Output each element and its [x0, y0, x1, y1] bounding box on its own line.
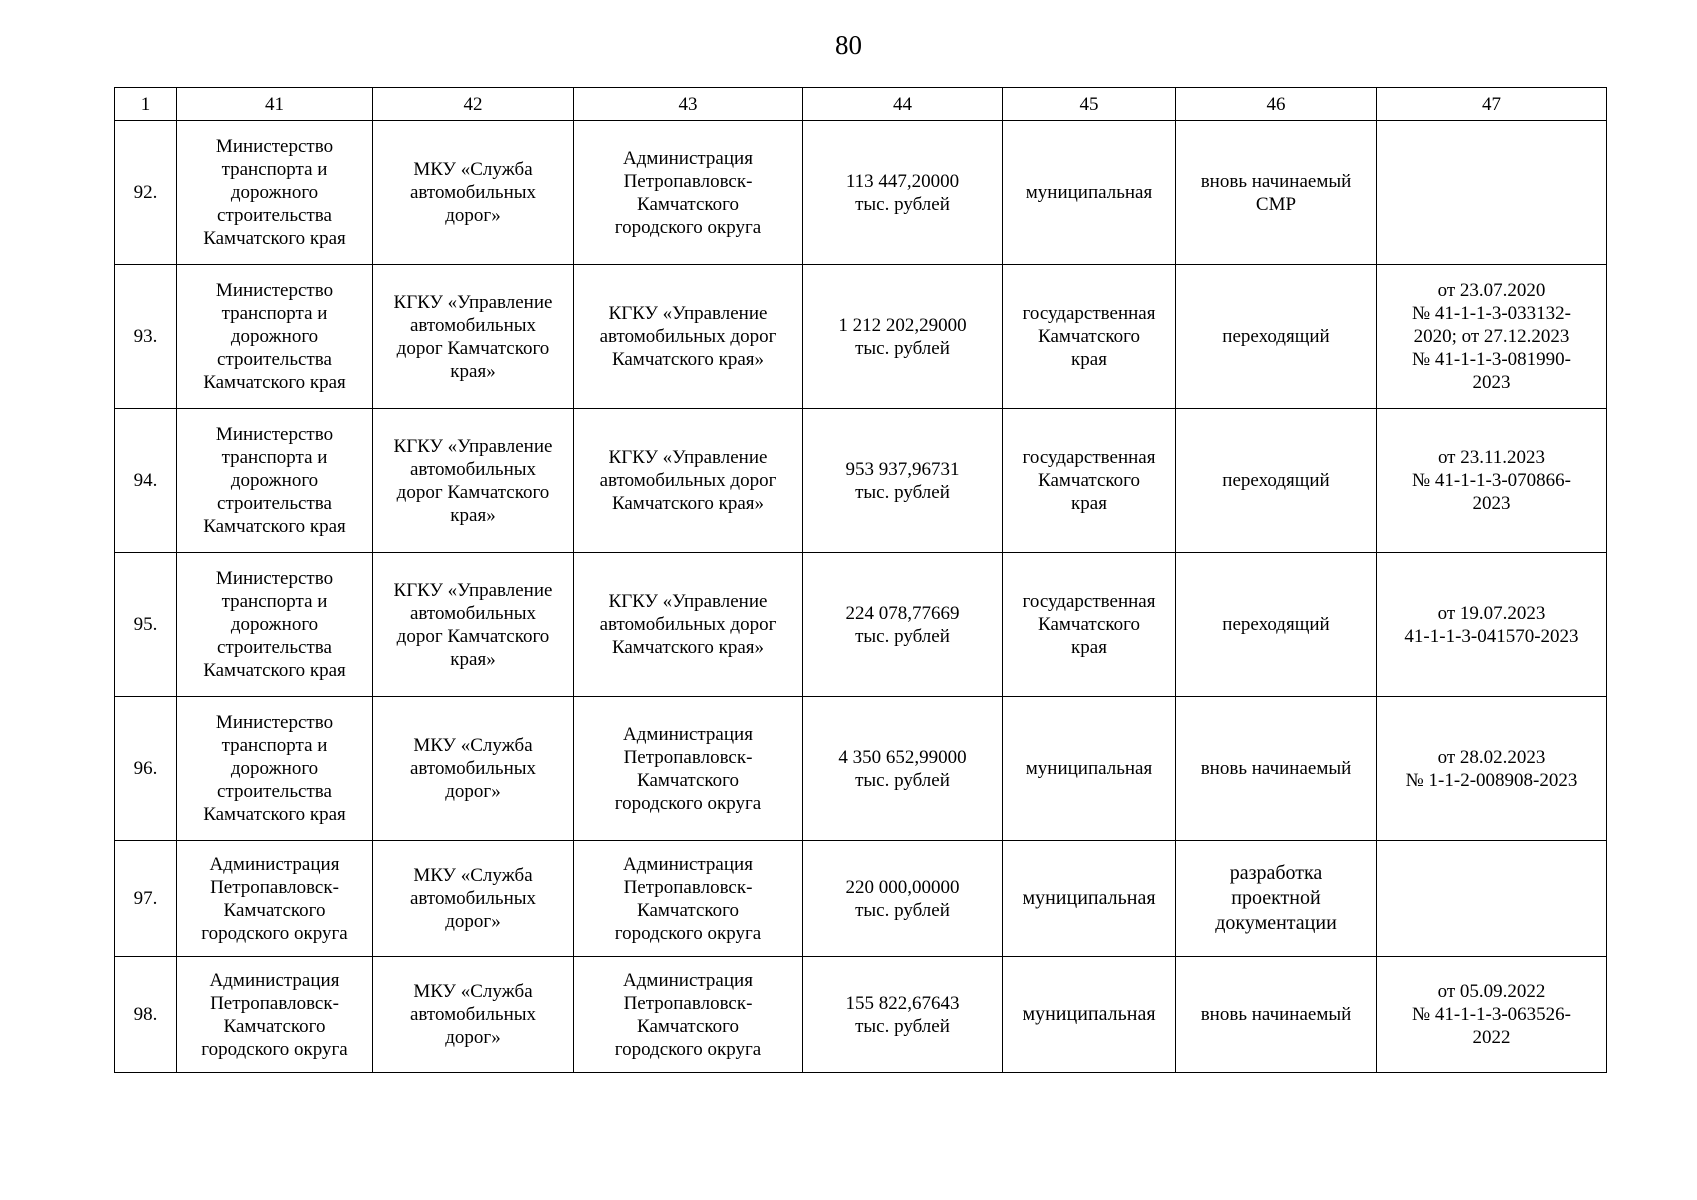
developer-cell: Администрация Петропавловск- Камчатского городского округа — [574, 841, 803, 957]
registry-table — [114, 87, 1607, 1073]
header-cell-42: 42 — [373, 88, 574, 121]
customer-cell: КГКУ «Управление автомобильных дорог Камчатского края» — [373, 409, 574, 553]
table-row — [115, 697, 1607, 841]
row-number: 92. — [115, 121, 177, 265]
developer-cell: Администрация Петропавловск- Камчатского городского округа — [574, 957, 803, 1073]
ownership-cell: государственная Камчатского края — [1003, 265, 1176, 409]
row-number: 93. — [115, 265, 177, 409]
header-cell-44: 44 — [803, 88, 1003, 121]
stage-cell: разработка проектной документации — [1176, 841, 1377, 957]
ownership-cell: государственная Камчатского края — [1003, 409, 1176, 553]
table-row — [115, 553, 1607, 697]
table-row — [115, 121, 1607, 265]
ministry-cell: Министерство транспорта и дорожного строительства Камчатского края — [177, 553, 373, 697]
page-number: 80 — [835, 30, 862, 60]
ownership-cell: муниципальная — [1003, 957, 1176, 1073]
developer-cell: Администрация Петропавловск- Камчатского городского округа — [574, 121, 803, 265]
table-row — [115, 957, 1607, 1073]
header-cell-1: 1 — [115, 88, 177, 121]
expertise-cell: от 23.07.2020 № 41-1-1-3-033132- 2020; от 27.12.2023 № 41-1-1-3-081990- 2023 — [1377, 265, 1607, 409]
ministry-cell: Администрация Петропавловск- Камчатского городского округа — [177, 841, 373, 957]
stage-cell: вновь начинаемый — [1176, 697, 1377, 841]
expertise-cell — [1377, 121, 1607, 265]
stage-cell: вновь начинаемый — [1176, 957, 1377, 1073]
customer-cell: КГКУ «Управление автомобильных дорог Камчатского края» — [373, 553, 574, 697]
cost-cell: 113 447,20000 тыс. рублей — [803, 121, 1003, 265]
developer-cell: КГКУ «Управление автомобильных дорог Камчатского края» — [574, 409, 803, 553]
table-row — [115, 265, 1607, 409]
ministry-cell: Министерство транспорта и дорожного строительства Камчатского края — [177, 409, 373, 553]
expertise-cell: от 05.09.2022 № 41-1-1-3-063526- 2022 — [1377, 957, 1607, 1073]
header-cell-43: 43 — [574, 88, 803, 121]
customer-cell: МКУ «Служба автомобильных дорог» — [373, 121, 574, 265]
table-header-row — [115, 88, 1607, 121]
row-number: 98. — [115, 957, 177, 1073]
customer-cell: МКУ «Служба автомобильных дорог» — [373, 957, 574, 1073]
ownership-cell: государственная Камчатского края — [1003, 553, 1176, 697]
row-number: 96. — [115, 697, 177, 841]
developer-cell: КГКУ «Управление автомобильных дорог Камчатского края» — [574, 553, 803, 697]
expertise-cell: от 23.11.2023 № 41-1-1-3-070866- 2023 — [1377, 409, 1607, 553]
expertise-cell — [1377, 841, 1607, 957]
row-number: 97. — [115, 841, 177, 957]
ownership-cell: муниципальная — [1003, 697, 1176, 841]
row-number: 95. — [115, 553, 177, 697]
stage-cell: вновь начинаемый СМР — [1176, 121, 1377, 265]
cost-cell: 4 350 652,99000 тыс. рублей — [803, 697, 1003, 841]
header-cell-45: 45 — [1003, 88, 1176, 121]
ownership-cell: муниципальная — [1003, 121, 1176, 265]
stage-cell: переходящий — [1176, 409, 1377, 553]
header-cell-46: 46 — [1176, 88, 1377, 121]
cost-cell: 1 212 202,29000 тыс. рублей — [803, 265, 1003, 409]
ministry-cell: Администрация Петропавловск- Камчатского городского округа — [177, 957, 373, 1073]
customer-cell: КГКУ «Управление автомобильных дорог Камчатского края» — [373, 265, 574, 409]
ministry-cell: Министерство транспорта и дорожного строительства Камчатского края — [177, 697, 373, 841]
cost-cell: 953 937,96731 тыс. рублей — [803, 409, 1003, 553]
header-cell-47: 47 — [1377, 88, 1607, 121]
ownership-cell: муниципальная — [1003, 841, 1176, 957]
customer-cell: МКУ «Служба автомобильных дорог» — [373, 841, 574, 957]
developer-cell: КГКУ «Управление автомобильных дорог Камчатского края» — [574, 265, 803, 409]
expertise-cell: от 19.07.2023 41-1-1-3-041570-2023 — [1377, 553, 1607, 697]
header-cell-41: 41 — [177, 88, 373, 121]
row-number: 94. — [115, 409, 177, 553]
expertise-cell: от 28.02.2023 № 1-1-2-008908-2023 — [1377, 697, 1607, 841]
ministry-cell: Министерство транспорта и дорожного строительства Камчатского края — [177, 121, 373, 265]
ministry-cell: Министерство транспорта и дорожного строительства Камчатского края — [177, 265, 373, 409]
developer-cell: Администрация Петропавловск- Камчатского городского округа — [574, 697, 803, 841]
table-row — [115, 841, 1607, 957]
cost-cell: 224 078,77669 тыс. рублей — [803, 553, 1003, 697]
table-row — [115, 409, 1607, 553]
customer-cell: МКУ «Служба автомобильных дорог» — [373, 697, 574, 841]
stage-cell: переходящий — [1176, 553, 1377, 697]
cost-cell: 220 000,00000 тыс. рублей — [803, 841, 1003, 957]
stage-cell: переходящий — [1176, 265, 1377, 409]
cost-cell: 155 822,67643 тыс. рублей — [803, 957, 1003, 1073]
